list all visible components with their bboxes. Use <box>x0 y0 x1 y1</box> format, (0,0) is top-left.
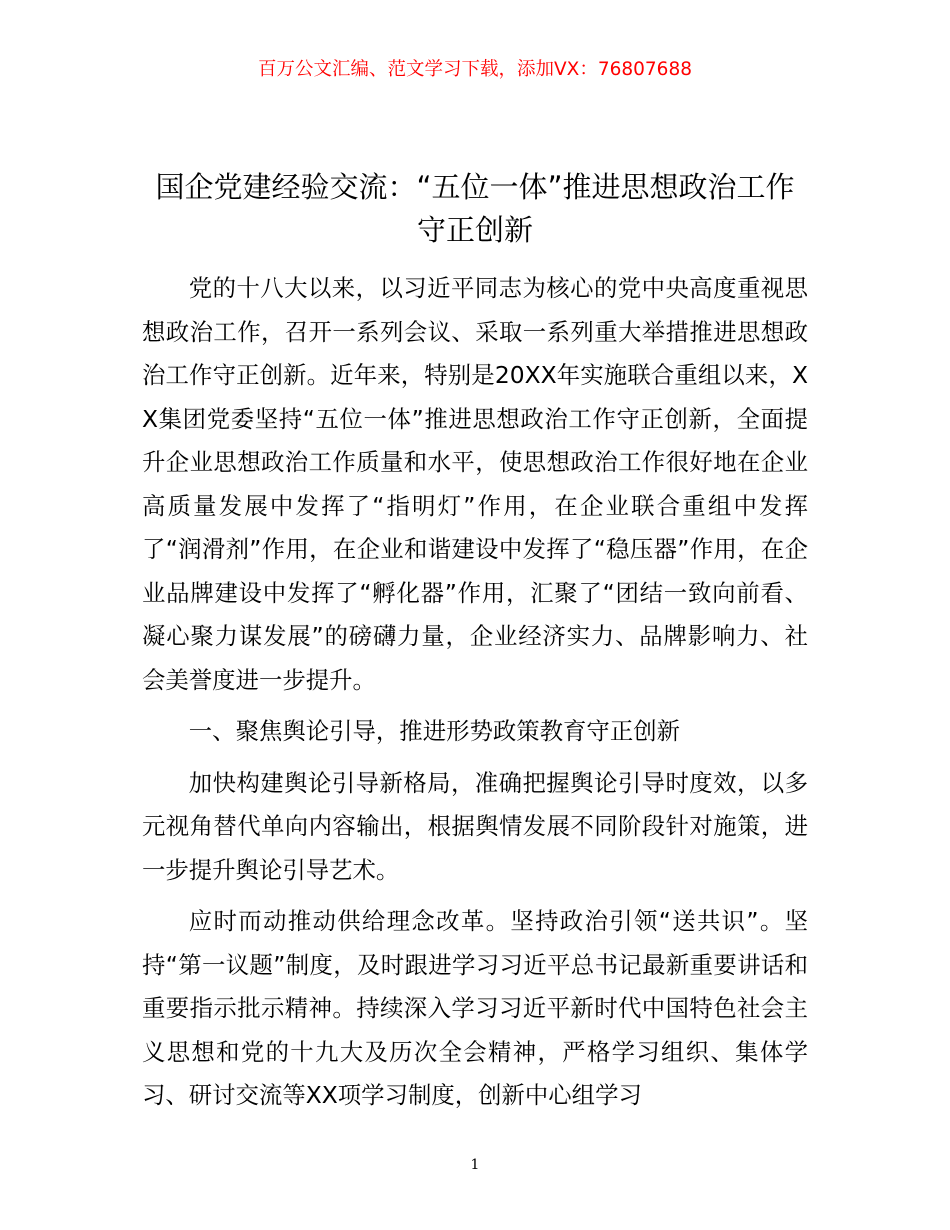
body-paragraph: 应时而动推动供给理念改革。坚持政治引领“送共识”。坚持“第一议题”制度，及时跟进学习习近平总书记最新重要讲话和重要指示批示精神。持续深入学习习近平新时代中国特色社会主义思想和党的十九大及历次全会精神，严格学习组织、集体学习、研讨交流等XX项学习制度，创新中心组学习 <box>142 907 808 1109</box>
section-heading: 一、聚焦舆论引导，推进形势政策教育守正创新 <box>188 717 680 745</box>
document-title: 国企党建经验交流：“五位一体”推进思想政治工作守正创新 <box>155 170 795 247</box>
header-note: 百万公文汇编、范文学习下载，添加VX：76807688 <box>258 59 692 80</box>
page-number: 1 <box>470 1157 480 1173</box>
document-body <box>142 267 808 1118</box>
body-paragraph: 加快构建舆论引导新格局，准确把握舆论引导时度效，以多元视角替代单向内容输出，根据舆情发展不同阶段针对施策，进一步提升舆论引导艺术。 <box>142 768 808 884</box>
intro-paragraph: 党的十八大以来，以习近平同志为核心的党中央高度重视思想政治工作，召开一系列会议、采取一系列重大举措推进思想政治工作守正创新。近年来，特别是20XX年实施联合重组以来，XX集团党委坚持“五位一体”推进思想政治工作守正创新，全面提升企业思想政治工作质量和水平，使思想政治工作很好地在企业高质量发展中发挥了“指明灯”作用，在企业联合重组中发挥了“润滑剂”作用，在企业和谐建设中发挥了“稳压器”作用，在企业品牌建设中发挥了“孵化器”作用，汇聚了“团结一致向前看、凝心聚力谋发展”的磅礴力量，企业经济实力、品牌影响力、社会美誉度进一步提升。 <box>142 274 808 694</box>
